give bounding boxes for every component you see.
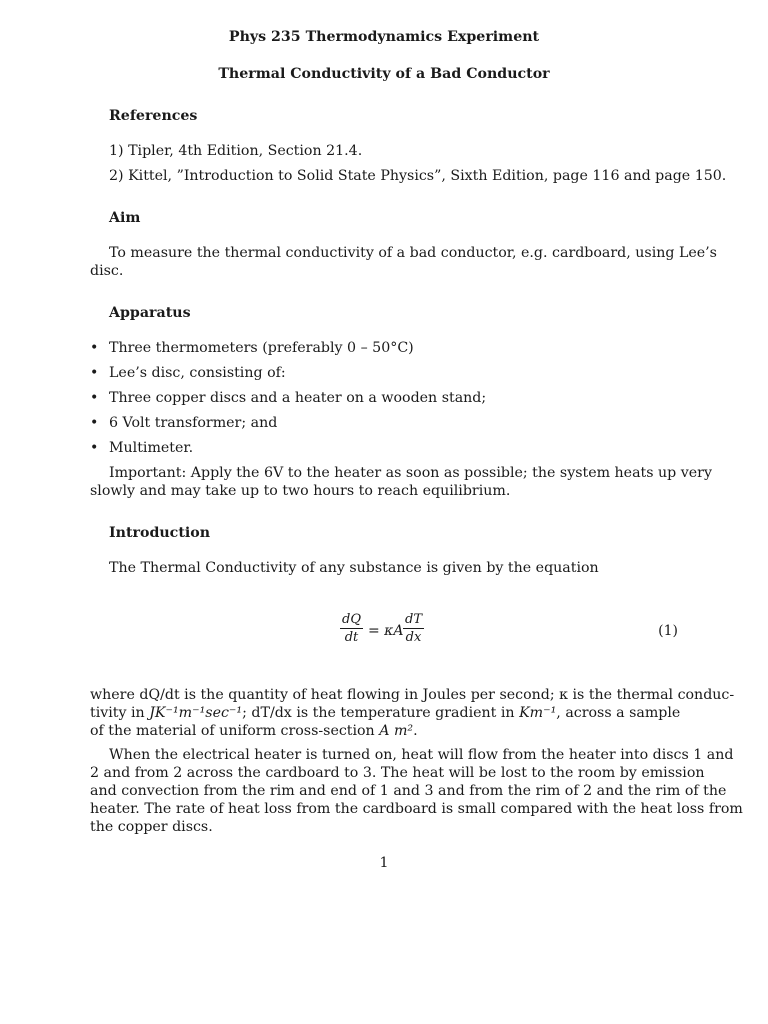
- introduction-heading: Introduction: [109, 525, 211, 541]
- apparatus-item: • Multimeter.: [90, 440, 194, 456]
- equation-rhs-fraction: $\frac{dT}{dx}$: [405, 612, 422, 645]
- intro-para1-line-3: of the material of uniform cross-section A m².: [90, 723, 418, 739]
- intro-para2-line-3: and convection from the rim and end of 1 and 3 and from the rim of 2 and the rim of the: [90, 783, 727, 799]
- intro-para2-line-1: When the electrical heater is turned on, heat will flow from the heater into discs 1 and: [109, 747, 734, 763]
- references-heading: References: [109, 108, 198, 124]
- bullet-icon: •: [90, 365, 99, 381]
- equation-number: (1): [658, 623, 678, 639]
- experiment-title: Thermal Conductivity of a Bad Conductor: [218, 66, 550, 82]
- intro-para2-line-2: 2 and from 2 across the cardboard to 3. The heat will be lost to the room by emission: [90, 765, 705, 781]
- aim-text-line-2: disc.: [90, 263, 124, 279]
- bullet-icon: •: [90, 440, 99, 456]
- apparatus-item: • 6 Volt transformer; and: [90, 415, 278, 431]
- apparatus-heading: Apparatus: [109, 305, 191, 321]
- apparatus-item: • Lee’s disc, consisting of:: [90, 365, 286, 381]
- course-title: Phys 235 Thermodynamics Experiment: [228, 29, 540, 45]
- bullet-icon: •: [90, 340, 99, 356]
- intro-para1-line-2: tivity in JK⁻¹m⁻¹sec⁻¹; dT/dx is the temperature gradient in Km⁻¹, across a sample: [90, 705, 681, 721]
- aim-heading: Aim: [109, 210, 141, 226]
- page-number: 1: [379, 855, 389, 871]
- intro-para2-line-5: the copper discs.: [90, 819, 213, 835]
- intro-para1-line-1: where dQ/dt is the quantity of heat flowing in Joules per second; κ is the thermal conduc-: [90, 687, 735, 703]
- apparatus-note-line-2: slowly and may take up to two hours to reach equilibrium.: [90, 483, 511, 499]
- intro-para2-line-4: heater. The rate of heat loss from the cardboard is small compared with the heat loss from: [90, 801, 743, 817]
- apparatus-note-line-1: Important: Apply the 6V to the heater as soon as possible; the system heats up very: [109, 465, 712, 481]
- bullet-icon: •: [90, 390, 99, 406]
- equation-middle: = κA: [368, 623, 404, 639]
- equation-1: [90, 612, 678, 652]
- equation-lhs-fraction: $\frac{dQ}{dt}$: [342, 612, 361, 645]
- reference-item-2: 2) Kittel, ”Introduction to Solid State Physics”, Sixth Edition, page 116 and page 150.: [109, 168, 727, 184]
- introduction-text: The Thermal Conductivity of any substance is given by the equation: [109, 560, 599, 576]
- apparatus-item: • Three copper discs and a heater on a wooden stand;: [90, 390, 487, 406]
- bullet-icon: •: [90, 415, 99, 431]
- aim-text-line-1: To measure the thermal conductivity of a bad conductor, e.g. cardboard, using Lee’s: [109, 245, 717, 261]
- reference-item-1: 1) Tipler, 4th Edition, Section 21.4.: [109, 143, 363, 159]
- apparatus-item: • Three thermometers (preferably 0 – 50°C): [90, 340, 414, 356]
